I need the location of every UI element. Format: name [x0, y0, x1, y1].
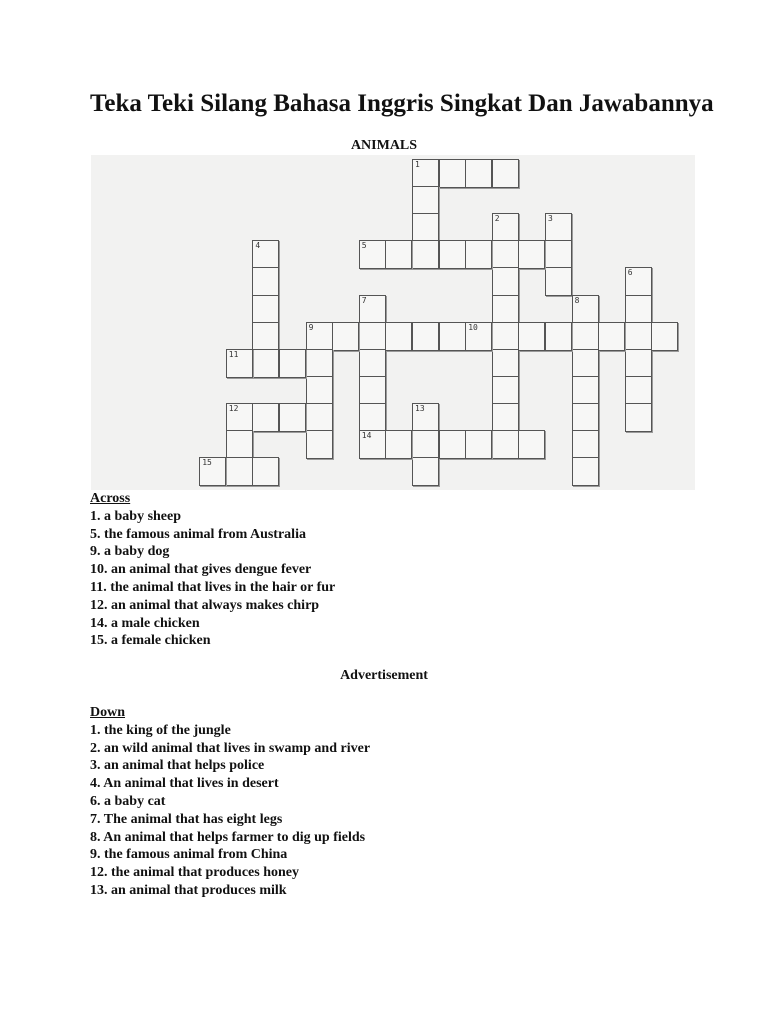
- crossword-cell[interactable]: [359, 322, 386, 351]
- document-title: Teka Teki Silang Bahasa Inggris Singkat Dan Jawabannya: [90, 90, 714, 117]
- crossword-cell[interactable]: [572, 430, 599, 459]
- crossword-cell[interactable]: [306, 349, 333, 378]
- crossword-cell[interactable]: [572, 322, 599, 351]
- down-clue: 12. the animal that produces honey: [90, 865, 299, 881]
- crossword-cell[interactable]: [359, 349, 386, 378]
- down-clue: 13. an animal that produces milk: [90, 882, 287, 898]
- crossword-cell[interactable]: [439, 240, 466, 269]
- crossword-cell[interactable]: [465, 159, 492, 188]
- crossword-cell[interactable]: [492, 267, 519, 296]
- across-clue: 5. the famous animal from Australia: [90, 526, 306, 542]
- crossword-cell[interactable]: [359, 240, 386, 269]
- crossword-cell[interactable]: [492, 213, 519, 242]
- clue-number: 2: [494, 214, 500, 224]
- across-clue: 14. a male chicken: [90, 615, 200, 631]
- crossword-cell[interactable]: [572, 403, 599, 432]
- crossword-cell[interactable]: [492, 403, 519, 432]
- crossword-cell[interactable]: [252, 322, 279, 351]
- crossword-cell[interactable]: [465, 430, 492, 459]
- crossword-cell[interactable]: [572, 457, 599, 486]
- crossword-cell[interactable]: [279, 403, 306, 432]
- crossword-cell[interactable]: [412, 322, 439, 351]
- crossword-cell[interactable]: [412, 213, 439, 242]
- crossword-cell[interactable]: [439, 322, 466, 351]
- down-clue: 4. An animal that lives in desert: [90, 776, 279, 792]
- crossword-cell[interactable]: [651, 322, 678, 351]
- across-clue: 9. a baby dog: [90, 544, 170, 560]
- crossword-cell[interactable]: [412, 457, 439, 486]
- crossword-cell[interactable]: [492, 349, 519, 378]
- across-heading: Across: [90, 491, 131, 506]
- clue-number: 14: [361, 431, 372, 440]
- crossword-cell[interactable]: [492, 240, 519, 269]
- crossword-cell[interactable]: [545, 322, 572, 351]
- crossword-cells: [91, 155, 695, 490]
- crossword-cell[interactable]: [252, 457, 279, 486]
- clue-number: 12: [228, 403, 239, 413]
- down-clue: 1. the king of the jungle: [90, 722, 231, 738]
- crossword-cell[interactable]: [625, 295, 652, 324]
- crossword-cell[interactable]: [385, 322, 412, 351]
- puzzle-subtitle: ANIMALS: [350, 138, 418, 153]
- across-clues: [90, 490, 690, 650]
- crossword-cell[interactable]: [625, 267, 652, 296]
- crossword-cell[interactable]: [518, 240, 545, 269]
- down-clue: 3. an animal that helps police: [90, 758, 265, 774]
- crossword-cell[interactable]: [518, 430, 545, 459]
- crossword-cell[interactable]: [492, 430, 519, 459]
- crossword-cell[interactable]: [359, 430, 386, 459]
- crossword-cell[interactable]: [252, 240, 279, 269]
- crossword-cell[interactable]: [199, 457, 226, 486]
- crossword-cell[interactable]: [625, 403, 652, 432]
- down-clue: 2. an wild animal that lives in swamp and river: [90, 740, 371, 756]
- crossword-cell[interactable]: [412, 430, 439, 459]
- crossword-cell[interactable]: [385, 430, 412, 459]
- crossword-cell[interactable]: [545, 213, 572, 242]
- clue-number: 15: [202, 458, 212, 468]
- crossword-cell[interactable]: [279, 349, 306, 378]
- across-clue: 12. an animal that always makes chirp: [90, 597, 320, 613]
- down-clues: [90, 704, 690, 900]
- crossword-cell[interactable]: [625, 349, 652, 378]
- crossword-cell[interactable]: [412, 186, 439, 215]
- crossword-cell[interactable]: [252, 349, 279, 378]
- clue-number: 7: [361, 295, 367, 305]
- crossword-cell[interactable]: [598, 322, 625, 351]
- crossword-cell[interactable]: [306, 430, 333, 459]
- crossword-cell[interactable]: [439, 430, 466, 459]
- crossword-cell[interactable]: [359, 403, 386, 432]
- crossword-cell[interactable]: [412, 240, 439, 269]
- crossword-cell[interactable]: [625, 376, 652, 405]
- crossword-grid: [91, 155, 695, 490]
- crossword-cell[interactable]: [252, 267, 279, 296]
- down-clue: 6. a baby cat: [90, 793, 166, 809]
- crossword-cell[interactable]: [625, 322, 652, 351]
- down-clue: 9. the famous animal from China: [90, 847, 288, 863]
- clue-number: 10: [468, 322, 478, 332]
- crossword-cell[interactable]: [465, 240, 492, 269]
- crossword-cell[interactable]: [252, 295, 279, 324]
- clue-number: 13: [415, 403, 425, 413]
- crossword-cell[interactable]: [385, 240, 412, 269]
- crossword-cell[interactable]: [492, 159, 519, 188]
- crossword-cell[interactable]: [359, 376, 386, 405]
- down-heading: Down: [90, 705, 126, 720]
- crossword-cell[interactable]: [492, 295, 519, 324]
- crossword-cell[interactable]: [306, 376, 333, 405]
- crossword-cell[interactable]: [492, 322, 519, 351]
- advertisement-label: Advertisement: [340, 668, 428, 683]
- crossword-cell[interactable]: [439, 159, 466, 188]
- clue-number: 11: [228, 349, 239, 359]
- across-clue: 10. an animal that gives dengue fever: [90, 562, 312, 578]
- clue-number: 4: [255, 241, 261, 251]
- crossword-cell[interactable]: [572, 349, 599, 378]
- crossword-cell[interactable]: [572, 295, 599, 324]
- crossword-cell[interactable]: [412, 159, 439, 188]
- crossword-cell[interactable]: [252, 403, 279, 432]
- crossword-cell[interactable]: [545, 267, 572, 296]
- crossword-cell[interactable]: [306, 322, 333, 351]
- clue-number: 9: [308, 322, 314, 332]
- clue-number: 1: [415, 160, 420, 169]
- clue-number: 3: [548, 214, 553, 224]
- crossword-cell[interactable]: [359, 295, 386, 324]
- across-clue: 11. the animal that lives in the hair or fur: [90, 579, 336, 595]
- clue-number: 6: [627, 268, 633, 278]
- crossword-cell[interactable]: [465, 322, 492, 351]
- clue-number: 5: [361, 241, 367, 251]
- crossword-cell[interactable]: [545, 240, 572, 269]
- crossword-cell[interactable]: [518, 322, 545, 351]
- down-clue: 7. The animal that has eight legs: [90, 811, 283, 827]
- crossword-cell[interactable]: [306, 403, 333, 432]
- crossword-cell[interactable]: [492, 376, 519, 405]
- crossword-cell[interactable]: [226, 403, 253, 432]
- clue-number: 8: [574, 295, 580, 305]
- crossword-cell[interactable]: [572, 376, 599, 405]
- crossword-cell[interactable]: [412, 403, 439, 432]
- down-clue: 8. An animal that helps farmer to dig up fields: [90, 829, 366, 845]
- crossword-cell[interactable]: [226, 430, 253, 459]
- across-clue: 1. a baby sheep: [90, 508, 182, 524]
- crossword-cell[interactable]: [332, 322, 359, 351]
- across-clue: 15. a female chicken: [90, 633, 211, 649]
- crossword-cell[interactable]: [226, 457, 253, 486]
- crossword-cell[interactable]: [226, 349, 253, 378]
